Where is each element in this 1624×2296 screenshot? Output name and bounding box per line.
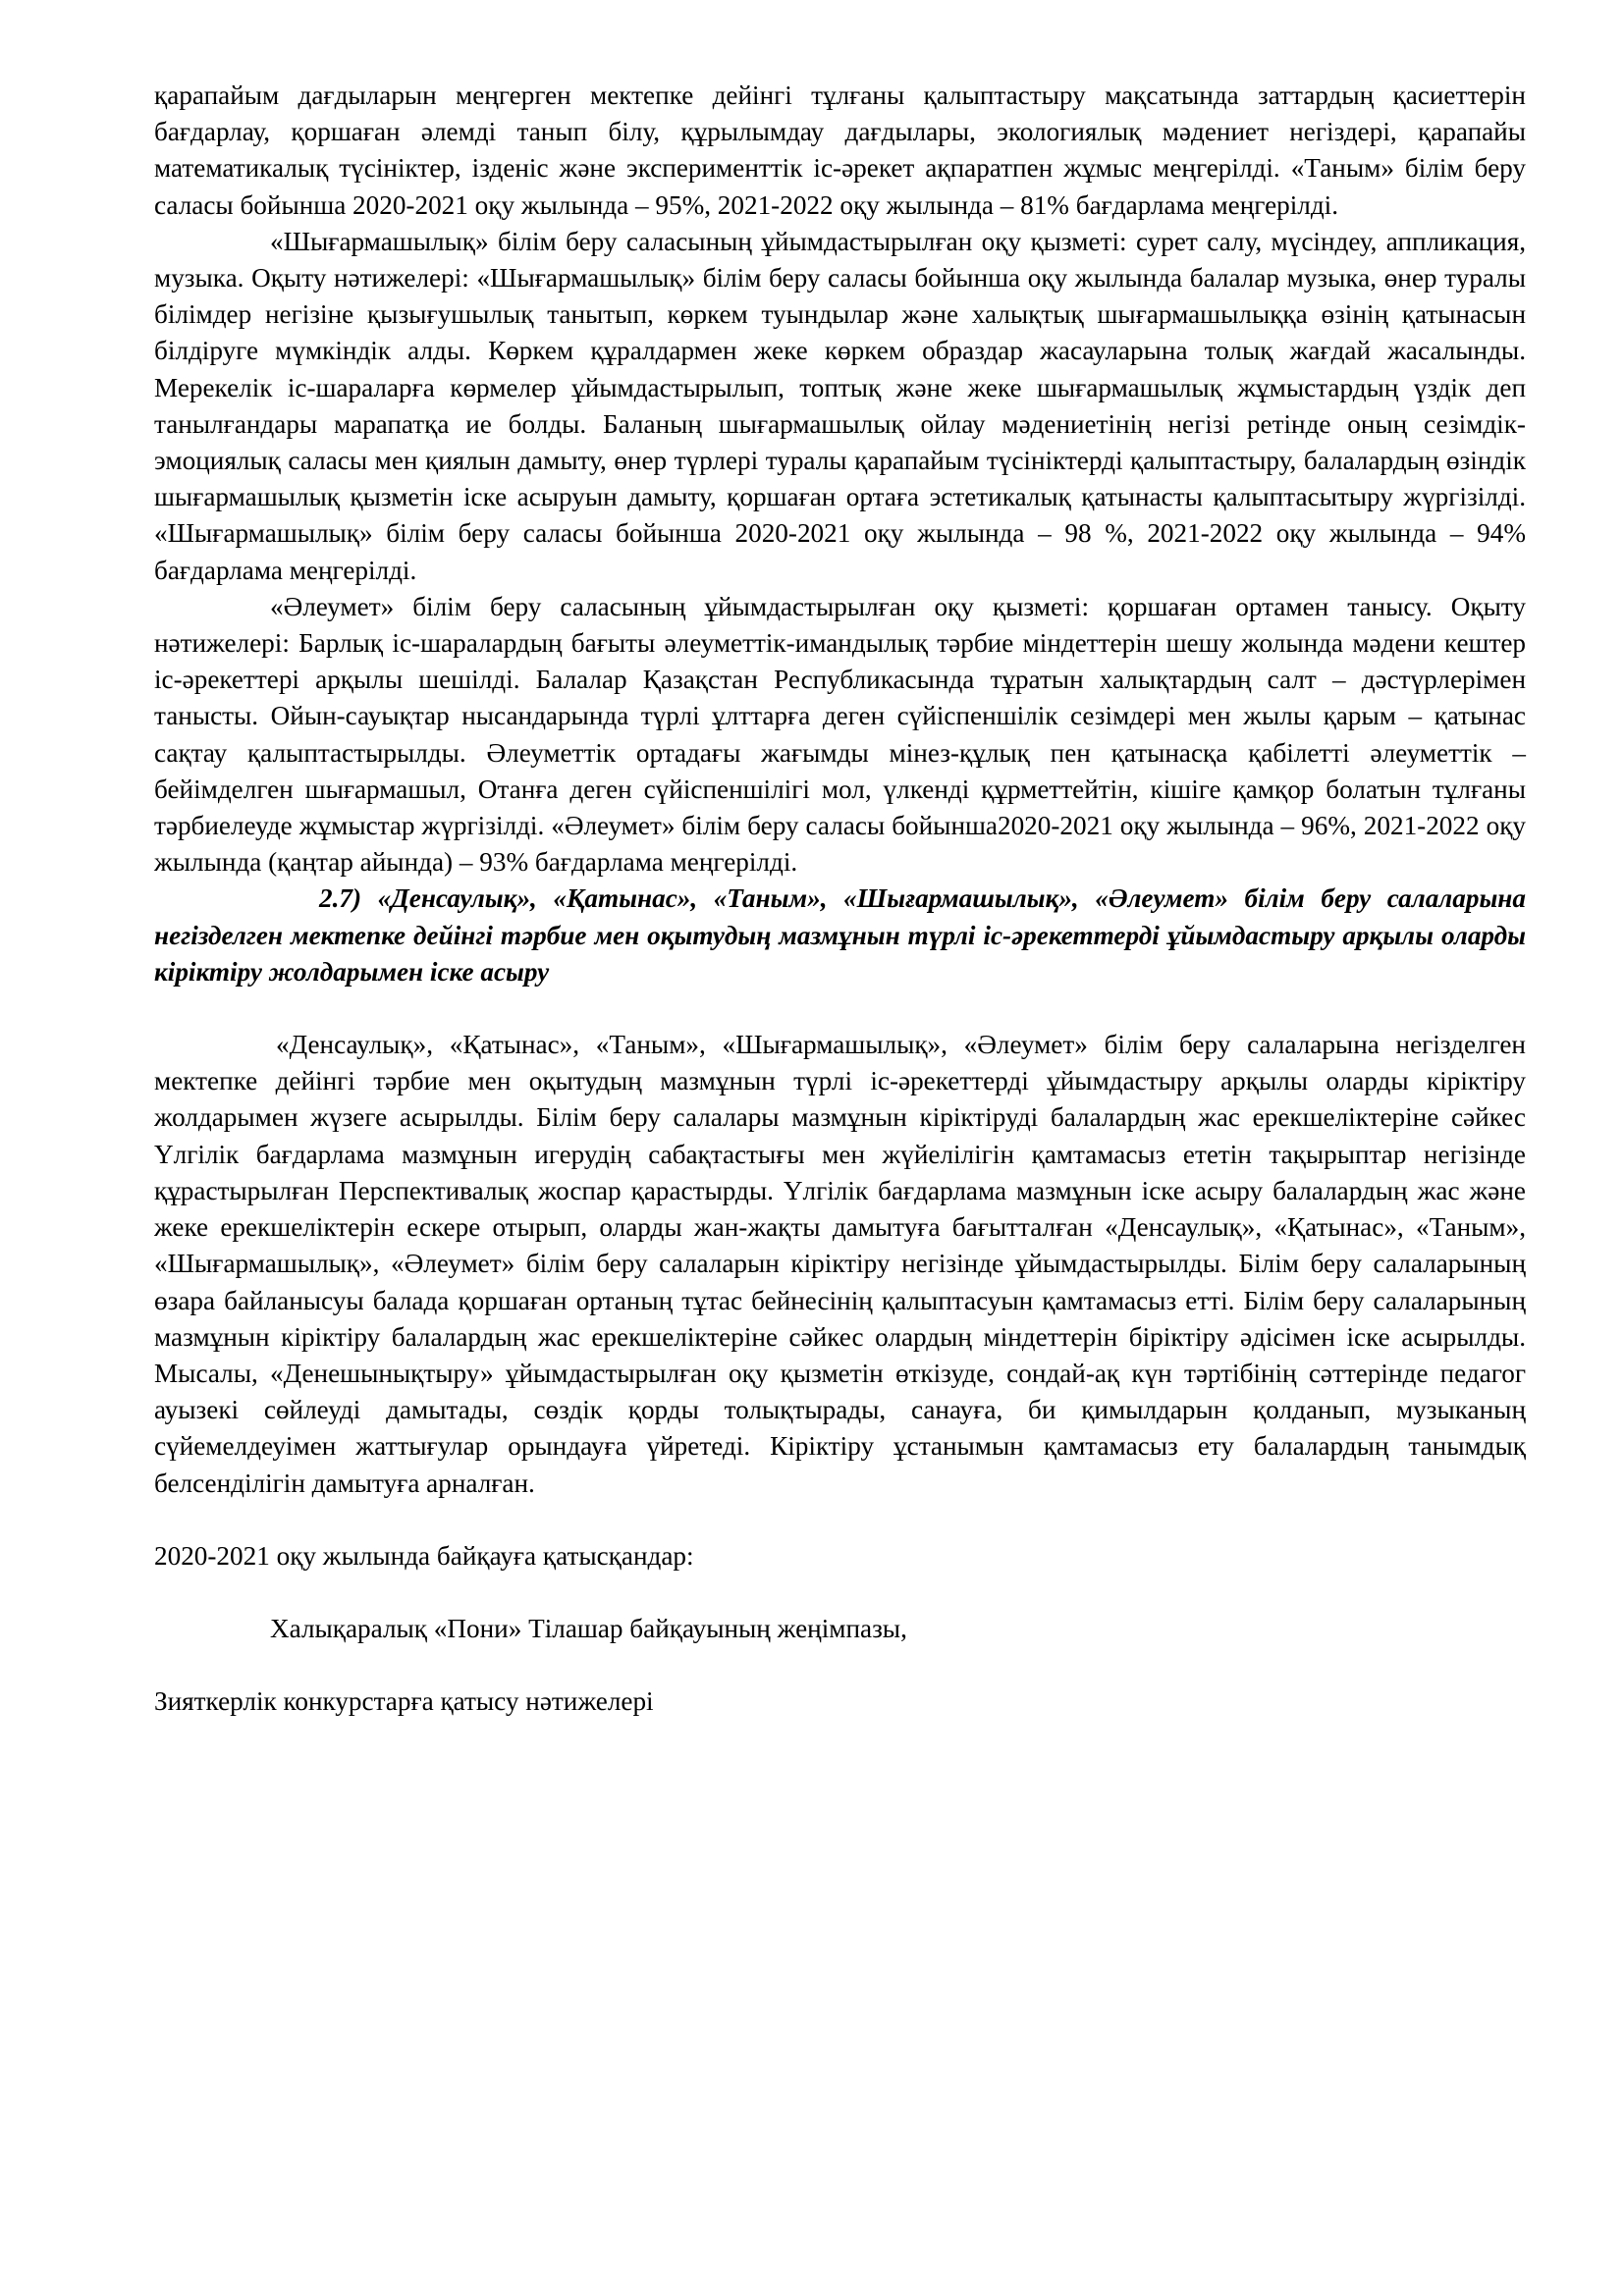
spacer [154,1575,1526,1611]
paragraph-shygarmashylyk: «Шығармашылық» білім беру саласының ұйымдастырылған оқу қызметі: сурет салу, мүсіндеу, аппликация, музыка. Оқыту нәтижелері: «Шығармашылық» білім беру саласы бойынша оқу жылында балалар музыка, өнер туралы білімдер негізіне қызығушылық танытып, көркем туындылар және халықтық шығармашылыққа өзінің қатынасын білдіруге мүмкіндік алды. Көркем құралдармен жеке көркем образдар жасауларына толық жағдай жасалынды. Мерекелік іс-шараларға көрмелер ұйымдастырылып, топтық және жеке шығармашылық жұмыстардың үздік деп танылғандары марапатқа ие болды. Баланың шығармашылық ойлау мәдениетінің негізі ретінде оның сезімдік-эмоциялық саласы мен қиялын дамыту, өнер түрлері туралы қарапайым түсініктерді қалыптастыру, балалардың өзіндік шығармашылық қызметін іске асыруын дамыту, қоршаған ортаға эстетикалық қатынасты қалыптасытыру жүргізілді. «Шығармашылық» білім беру саласы бойынша 2020-2021 оқу жылында – 98 %, 2021-2022 оқу жылында – 94% бағдарлама меңгерілді. [154,226,1526,585]
paragraph-aleumet: «Әлеумет» білім беру саласының ұйымдастырылған оқу қызметі: қоршаған ортамен танысу. Оқыту нәтижелері: Барлық іс-шаралардың бағыты әлеуметтік-имандылық тәрбие міндеттерін шешу жолында мәдени кештер іс-әрекеттері арқылы шешілді. Балалар Қазақстан Республикасында тұратын халықтардың салт – дәстүрлерімен танысты. Ойын-сауықтар нысандарында түрлі ұлттарға деген сүйіспеншілік сезімдері мен жылы қарым – қатынас сақтау қалыптастырылды. Әлеуметтік ортадағы жағымды мінез-құлық пен қатынасқа қабілетті әлеуметтік – бейімделген шығармашыл, Отанға деген сүйіспеншілігі мол, үлкенді құрметтейтін, кішіге қамқор болатын тұлғаны тәрбиелеуде жұмыстар жүргізілді. «Әлеумет» білім беру саласы бойынша2020-2021 оқу жылында – 96%, 2021-2022 оқу жылында (қаңтар айында) – 93% бағдарлама меңгерілді. [154,591,1526,878]
spacer [154,1502,1526,1538]
paragraph-integration: «Денсаулық», «Қатынас», «Таным», «Шығармашылық», «Әлеумет» білім беру салаларына негізделген мектепке дейінгі тәрбие мен оқытудың мазмұнын түрлі іс-әрекеттерді ұйымдастыру арқылы оларды кіріктіру жолдарымен жүзеге асырылды. Білім беру салалары мазмұнын кіріктіруді балалардың жас ерекшеліктеріне сәйкес Үлгілік бағдарлама мазмұнын игерудің сабақтастығы мен жүйелілігін қамтамасыз ететін тақырыптар негізінде құрастырылған Перспективалық жоспар қарастырды. Үлгілік бағдарлама мазмұнын іске асыру балалардың жас және жеке ерекшеліктерін ескере отырып, оларды жан-жақты дамытуға бағытталған «Денсаулық», «Қатынас», «Таным», «Шығармашылық», «Әлеумет» білім беру салаларын кіріктіру негізінде ұйымдастырылды. Білім беру салаларының өзара байланысуы балада қоршаған ортаның тұтас бейнесінің қалыптасуын қамтамасыз етті. Білім беру салаларының мазмұнын кіріктіру балалардың жас ерекшеліктеріне сәйкес олардың міндеттерін біріктіру әдісімен іске асырылды. Мысалы, «Денешынықтыру» ұйымдастырылған оқу қызметін өткізуде, сондай-ақ күн тәртібінің сәттерінде педагог ауызекі сөйлеуді дамытады, сөздік қорды толықтырады, санауға, би қимылдарын қолданып, музыканың сүйемелдеуімен жаттығулар орындауға үйретеді. Кіріктіру ұстанымын қамтамасыз ету балалардың танымдық белсенділігін дамытуға арналған. [154,1030,1526,1498]
spacer [154,1647,1526,1683]
section-heading-2-7: 2.7) «Денсаулық», «Қатынас», «Таным», «Шығармашылық», «Әлеумет» білім беру салаларына негізделген мектепке дейінгі тәрбие мен оқытудың мазмұнын түрлі іс-әрекеттерді ұйымдастыру арқылы оларды кіріктіру жолдарымен іске асыру [154,883,1526,987]
competition-winner-line: Халықаралық «Пони» Тілашар байқауының жеңімпазы, [270,1613,907,1643]
spacer [154,990,1526,1027]
document-page [154,78,1526,1720]
intellectual-results-line: Зияткерлік конкурстарға қатысу нәтижелері [154,1686,654,1717]
paragraph-tanym-results: қарапайым дағдыларын меңгерген мектепке дейінгі тұлғаны қалыптастыру мақсатында заттардың қасиеттерін бағдарлау, қоршаған әлемді танып білу, құрылымдау дағдылары, экологиялық мәдениет негіздері, қарапайы математикалық түсініктер, ізденіс және эксперименттік іс-әрекет ақпаратпен жұмыс меңгерілді. «Таным» білім беру саласы бойынша 2020-2021 оқу жылында – 95%, 2021-2022 оқу жылында – 81% бағдарлама меңгерілді. [154,80,1526,220]
competitions-title: 2020-2021 оқу жылында байқауға қатысқандар: [154,1540,694,1571]
